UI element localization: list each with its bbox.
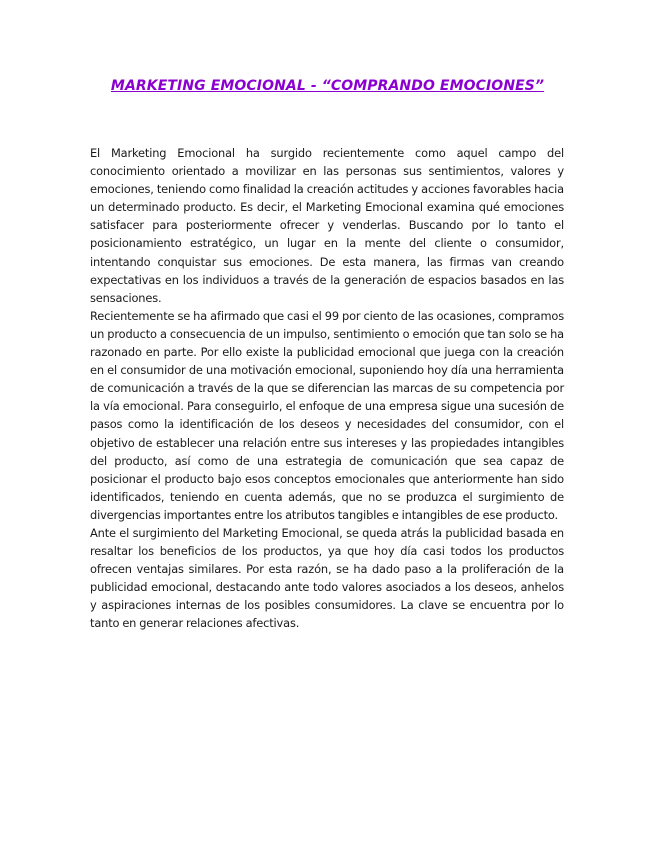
paragraph-3: Ante el surgimiento del Marketing Emocional, se queda atrás la publicidad basada en resaltar los beneficios de los productos, ya que hoy día casi todos los productos ofrecen ventajas similares. Por esta razón, se ha dado paso a la proliferación de la publicidad emocional, destacando ante todo valores asociados a los deseos, anhelos y aspiraciones internas de los posibles consumidores. La clave se encuentra por lo tanto en generar relaciones afectivas. <box>90 525 564 631</box>
document-body <box>90 144 564 633</box>
document-title: MARKETING EMOCIONAL - “COMPRANDO EMOCIONES” <box>110 78 545 94</box>
paragraph-2: Recientemente se ha afirmado que casi el 99 por ciento de las ocasiones, compramos un producto a consecuencia de un impulso, sentimiento o emoción que tan solo se ha razonado en parte. Por ello existe la publicidad emocional que juega con la creación en el consumidor de una motivación emocional, suponiendo hoy día una herramienta de comunicación a través de la que se diferencian las marcas de su competencia por la vía emocional. Para conseguirlo, el enfoque de una empresa sigue una sucesión de pasos como la identificación de los deseos y necesidades del consumidor, con el objetivo de establecer una relación entre sus intereses y las propiedades intangibles del producto, así como de una estrategia de comunicación que sea capaz de posicionar el producto bajo esos conceptos emocionales que anteriormente han sido identificados, teniendo en cuenta además, que no se produzca el surgimiento de divergencias importantes entre los atributos tangibles e intangibles de ese producto. <box>90 308 564 522</box>
paragraph-1: El Marketing Emocional ha surgido recientemente como aquel campo del conocimiento orientado a movilizar en las personas sus sentimientos, valores y emociones, teniendo como finalidad la creación actitudes y acciones favorables hacia un determinado producto. Es decir, el Marketing Emocional examina qué emociones satisfacer para posteriormente ofrecer y venderlas. Buscando por lo tanto el posicionamiento estratégico, un lugar en la mente del cliente o consumidor, intentando conquistar sus emociones. De esta manera, las firmas van creando expectativas en los individuos a través de la generación de espacios basados en las sensaciones. <box>90 146 564 305</box>
